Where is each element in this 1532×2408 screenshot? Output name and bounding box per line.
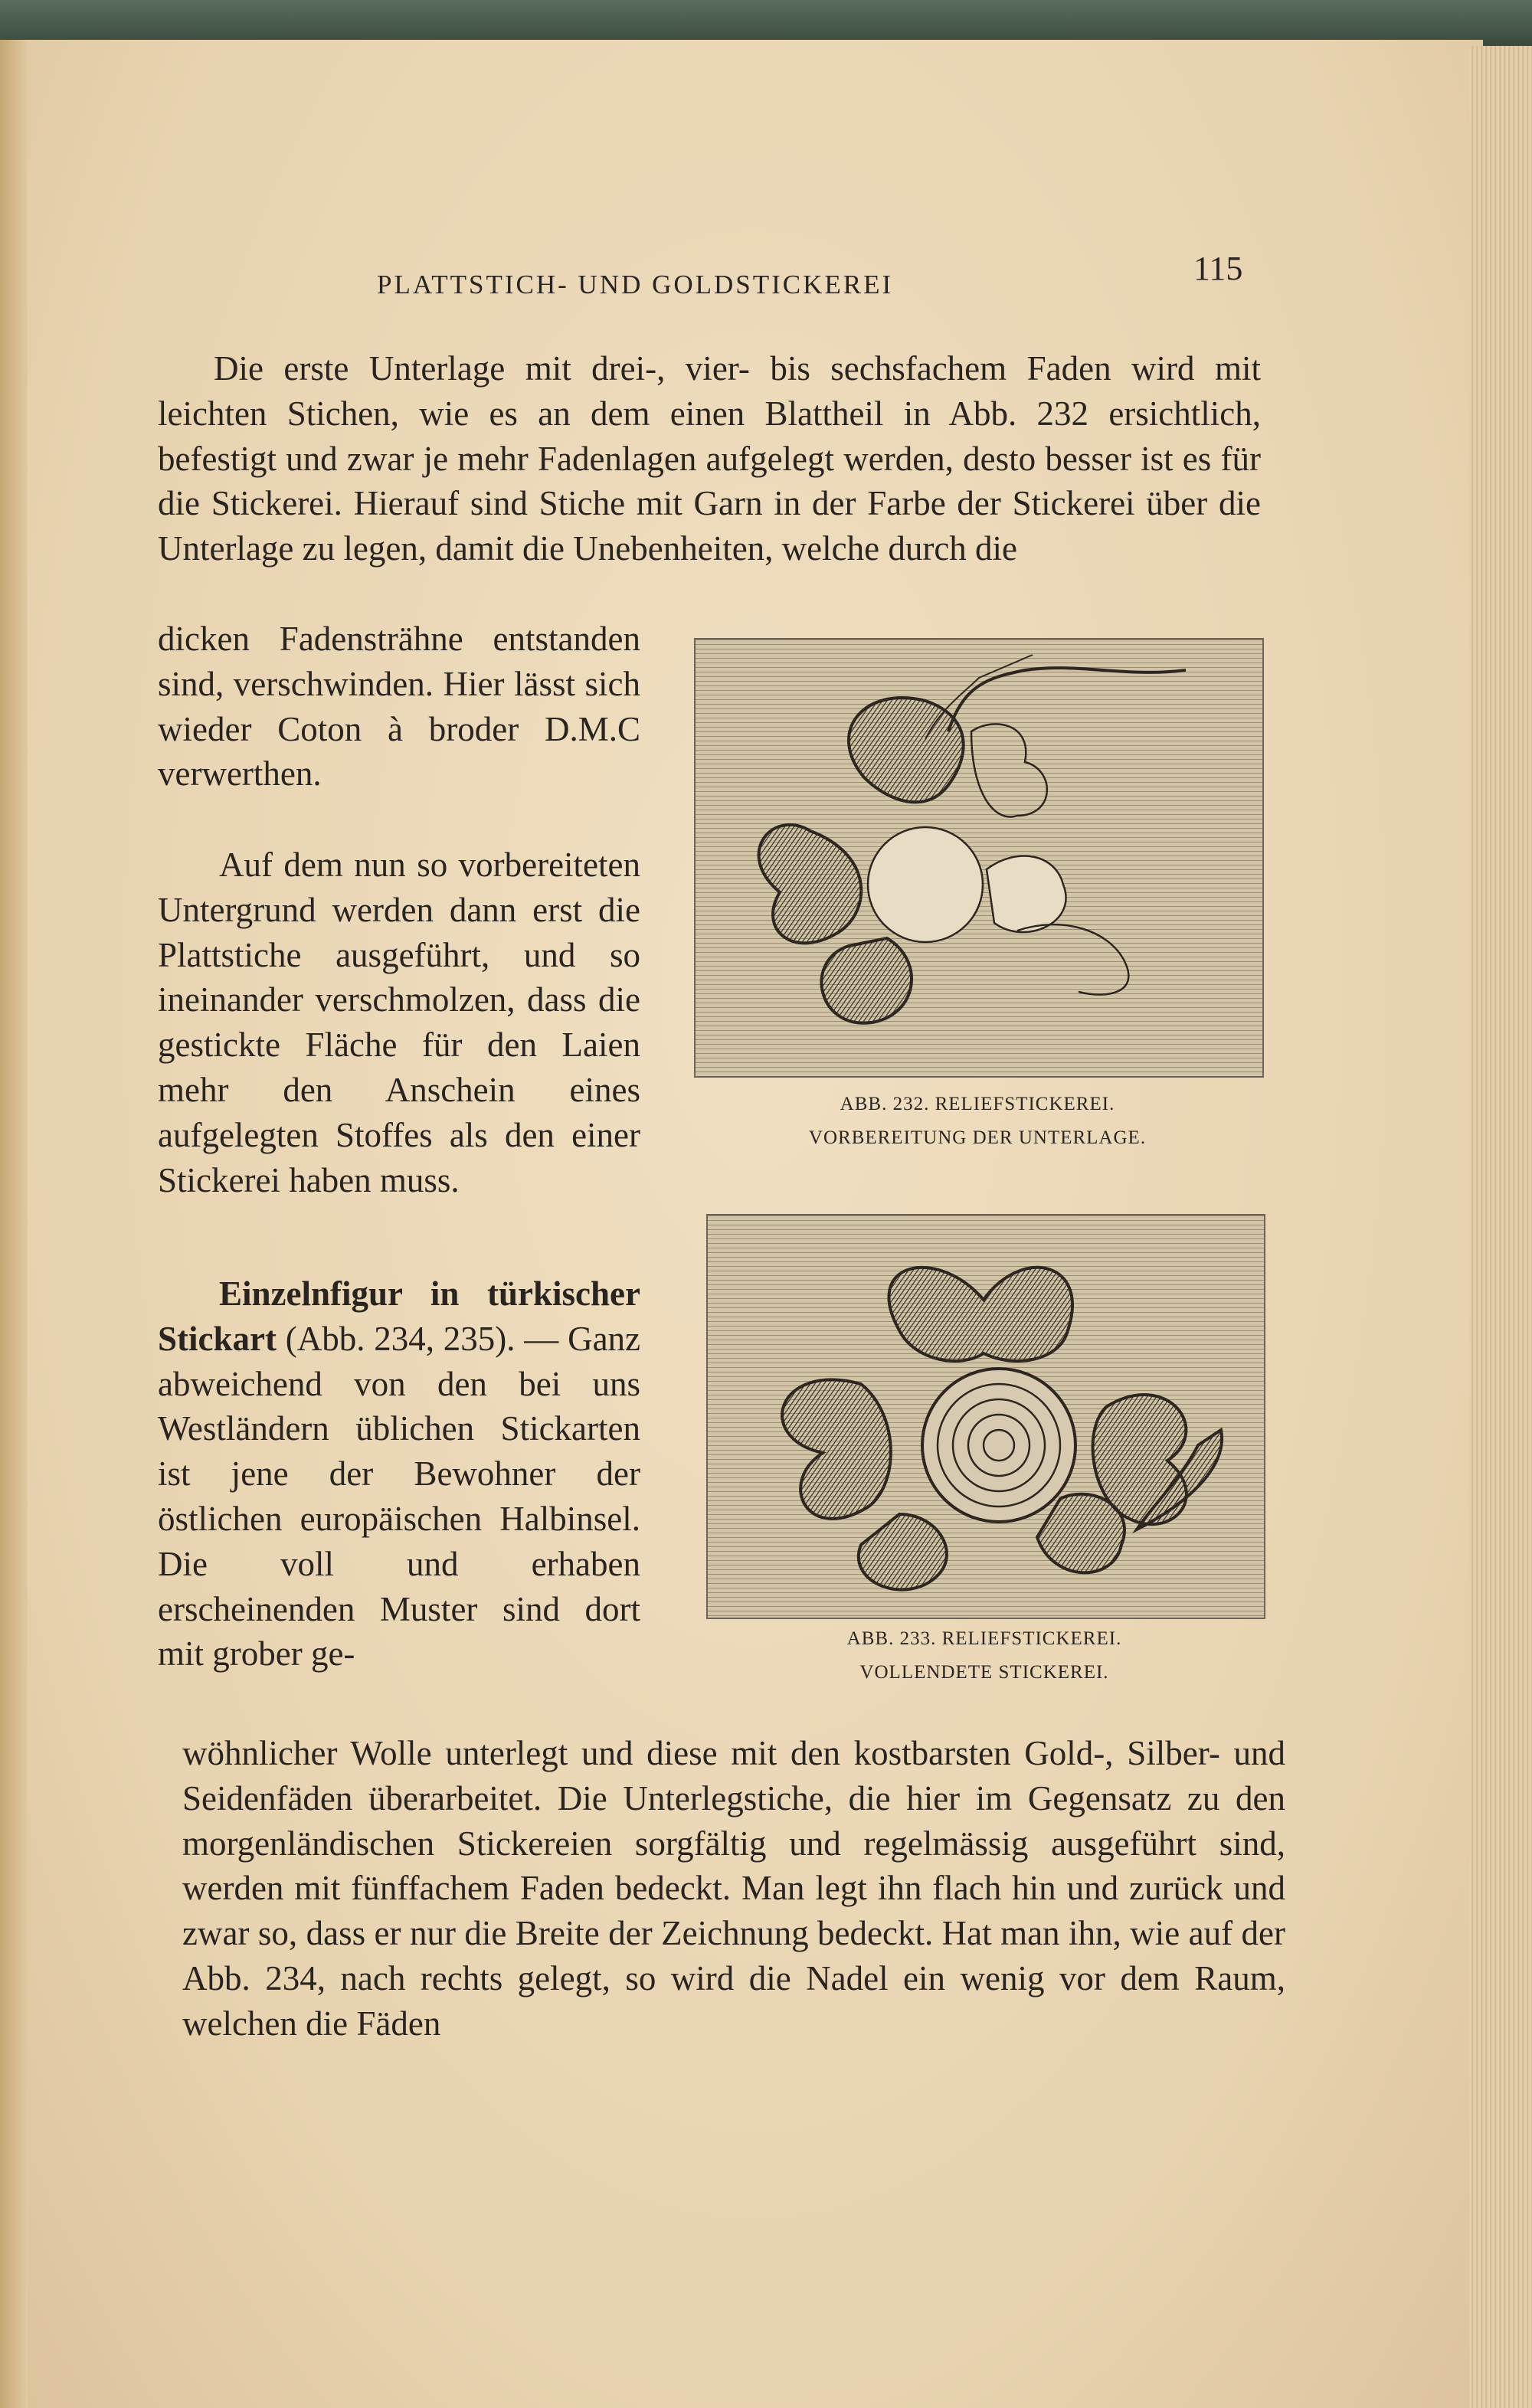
figure-232-caption-line-1: ABB. 232. RELIEFSTICKEREI. (840, 1094, 1115, 1114)
page-gutter (0, 40, 31, 2408)
figure-reference: (Abb. 234, 235). — (285, 1319, 559, 1358)
figure-233-drawing (708, 1215, 1264, 1618)
figure-233-caption (706, 1622, 1262, 1690)
paragraph-1-text: Die erste Unterlage mit drei-, vier- bis sechsfachem Faden wird mit leichten Stichen, wie es an dem einen Blattheil in Abb. 232 ersichtlich, befestigt und zwar je mehr Fadenlagen aufgelegt werden, desto besser ist es für die Stickerei. Hierauf sind Stiche mit Garn in der Farbe der Stickerei über die Unterlage zu legen, damit die Unebenheiten, welche durch die (158, 349, 1261, 568)
figure-232-drawing (696, 640, 1262, 1076)
paragraph-1 (158, 346, 1261, 571)
page-number: 115 (1193, 250, 1243, 287)
paragraph-2 (158, 842, 640, 1202)
figure-233-caption-line-1: ABB. 233. RELIEFSTICKEREI. (846, 1628, 1122, 1649)
paragraph-1-continued (158, 617, 640, 797)
figure-232-caption-line-2: VORBEREITUNG DER UNTERLAGE. (808, 1127, 1147, 1148)
paragraph-3-cont-text: wöhnlicher Wolle unterlegt und diese mit den kostbarsten Gold-, Silber- und Seidenfäden überarbeitet. Die Unterlegstiche, die hier im Gegensatz zu den morgenländischen Stickereien sorgfältig und regelmässig ausgeführt sind, werden mit fünffachem Faden bedeckt. Man legt ihn flach hin und zurück und zwar so, dass er nur die Breite der Zeichnung bedeckt. Hat man ihn, wie auf der Abb. 234, nach rechts gelegt, so wird die Nadel ein wenig vor dem Raum, welchen die Fäden (182, 1734, 1285, 2043)
book-cover-edge (0, 0, 1532, 46)
running-head: PLATTSTICH- UND GOLDSTICKEREI (377, 270, 894, 299)
paragraph-2-text: Auf dem nun so vorbereiteten Untergrund werden dann erst die Plattstiche ausgeführt, und so ineinander verschmolzen, dass die gestickte Fläche für den Laien mehr den Anschein eines aufgelegten Stoffes als den einer Stickerei haben muss. (158, 846, 640, 1199)
section-heading: Einzelnfigur in türkischer Stickart (158, 1274, 640, 1358)
figure-232-embroidery-illustration (694, 638, 1264, 1078)
figure-233-caption-line-2: VOLLENDETE STICKEREI. (859, 1662, 1109, 1683)
figure-232-caption (694, 1088, 1261, 1155)
page-stack-edge (1469, 46, 1532, 2408)
paragraph-1-wrap-text: dicken Fadensträhne entstanden sind, verschwinden. Hier lässt sich wieder Coton à broder D.M.C verwerthen. (158, 620, 640, 793)
paragraph-3 (158, 1271, 640, 1677)
figure-233-embroidery-illustration (706, 1214, 1265, 1619)
paragraph-3-continued (182, 1731, 1285, 2046)
paragraph-3-text: Ganz abweichend von den bei uns Westländern üblichen Stickarten ist jene der Bewohner der östlichen europäischen Halbinsel. Die voll und erhaben erscheinenden Muster sind dort mit grober ge- (158, 1319, 641, 1673)
